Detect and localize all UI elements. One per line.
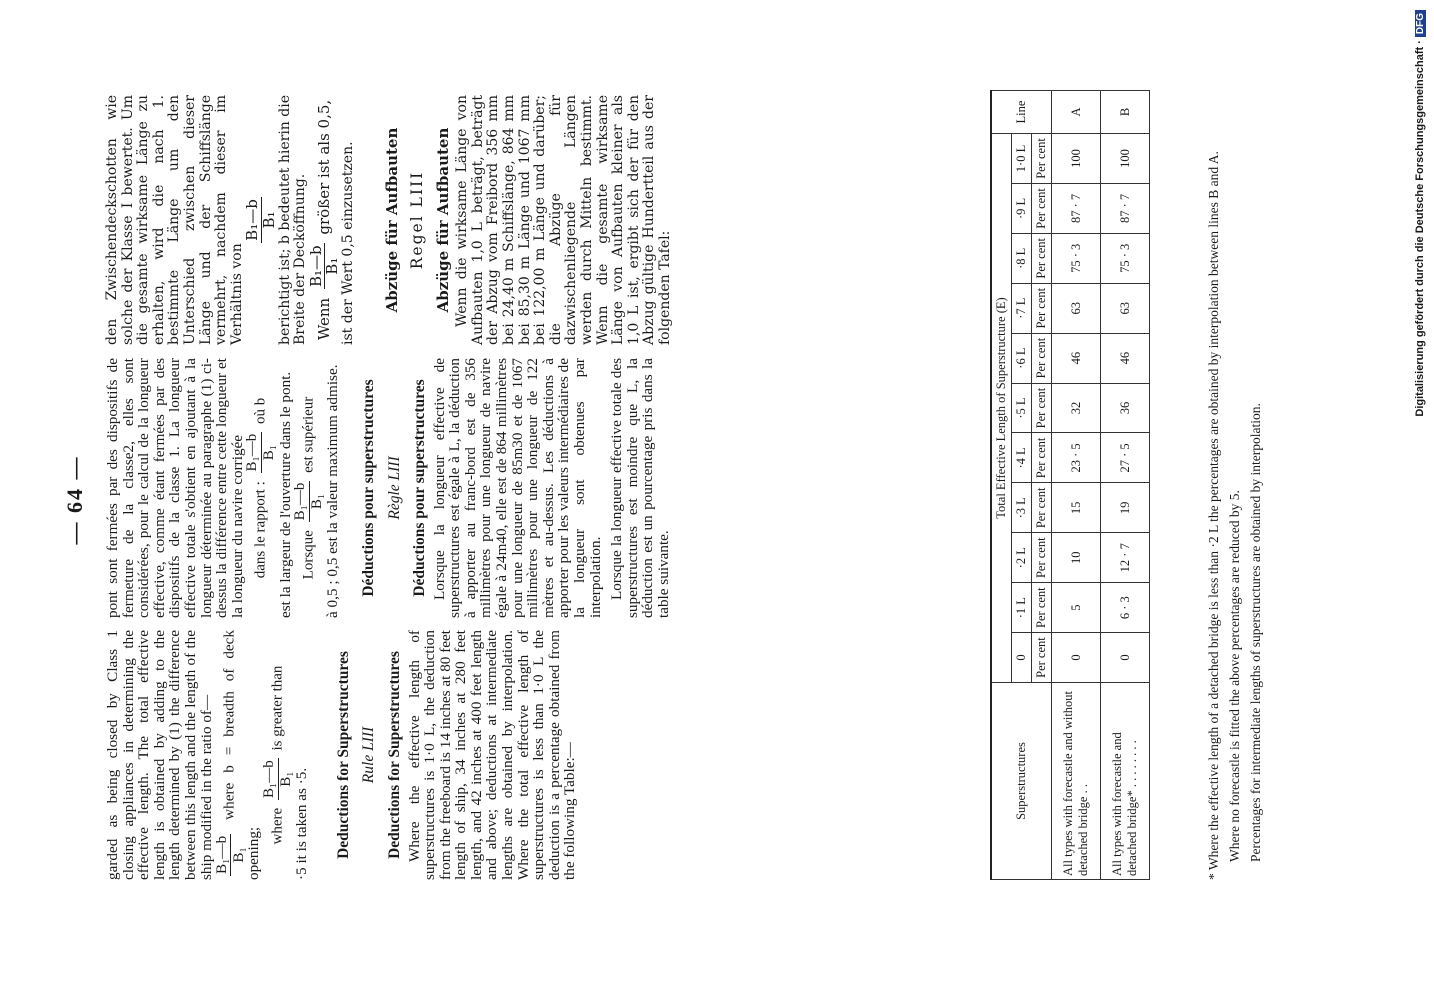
fraction-denominator: B₁ xyxy=(229,847,247,863)
fraction-numerator: B₁—b xyxy=(244,433,261,472)
where-post-text: is greater than xyxy=(269,665,286,755)
table-body xyxy=(1052,91,1150,880)
length-header: ·4 L xyxy=(1012,433,1032,483)
row-label: All types with forecastle and detached bridge* . . . . . . . . xyxy=(1101,683,1150,880)
table-cell: 75 · 3 xyxy=(1101,233,1150,283)
spacer xyxy=(377,358,387,618)
french-continuation: pont sont fermées par des dispositifs de fermeture de la classe2, elles sont considérées, pour le calcul de la longueur effective, comme étant fermées par des dispositifs de la classe 1. La longueur effective totale s'obtient en ajoutant à la longueur déterminée au paragraphe (1) ci-dessus la différence entre cette longueur et la longueur du navire corrigée xyxy=(104,358,246,618)
fraction-denominator: B₁ xyxy=(323,257,342,275)
table-cell: 46 xyxy=(1052,333,1101,383)
unit-header: Per cent xyxy=(1032,433,1052,483)
german-wenn-fraction xyxy=(306,243,342,289)
row-line: B xyxy=(1101,91,1150,134)
english-subheading: Deductions for Superstructures xyxy=(385,651,403,859)
spacer xyxy=(310,630,336,880)
german-ratio-fraction xyxy=(245,197,277,243)
footnote-3: Percentages for intermediate lengths of superstructures are obtained by interpolation. xyxy=(1248,403,1263,862)
german-continuation: den Zwischendeckschotten wie solche der Klasse I bewertet. Um die gesamte wirksame Länge zu erhalten, wird die nach 1. bestimmte Länge um den Unterschied zwischen dieser Länge und der Schiffslänge vermehrt, nachdem dieser im Verhältnis von xyxy=(104,95,245,345)
lorsque-post-text: est supérieur xyxy=(300,396,317,477)
fraction-numerator: B₁—b xyxy=(243,199,262,241)
table-cell: 10 xyxy=(1052,533,1101,583)
unit-header: Per cent xyxy=(1032,383,1052,433)
french-valeur: à 0,5 ; 0,5 est la valeur maximum admise. xyxy=(324,364,342,618)
group-header: Total Effective Length of Superstructure (E) xyxy=(991,134,1012,683)
table-cell: 23 · 5 xyxy=(1052,433,1101,483)
english-heading: Deductions for Superstructures xyxy=(334,651,352,859)
length-header: ·7 L xyxy=(1012,283,1032,333)
english-continuation: garded as being closed by Class 1 closing appliances in determining the effective length. The total effective length is obtained by adding to the length determined by (1) the difference between this length and the length of the ship modified in the ratio of— xyxy=(104,630,215,880)
unit-header: Per cent xyxy=(1032,633,1052,683)
table-cell: 12 · 7 xyxy=(1101,533,1150,583)
spacer xyxy=(341,358,361,618)
french-subheading: Déductions pour superstructures xyxy=(411,379,429,597)
table-cell: 19 xyxy=(1101,483,1150,533)
french-rule: Règle LIII xyxy=(385,456,403,520)
wenn-post-text: größer ist als 0,5, xyxy=(314,99,333,240)
unit-header: Per cent xyxy=(1032,134,1052,184)
german-column xyxy=(105,95,674,345)
length-header: 0 xyxy=(1012,633,1032,683)
table-cell: 0 xyxy=(1052,633,1101,683)
table-cell: 5 xyxy=(1052,583,1101,633)
spacer xyxy=(357,95,385,345)
german-ratio xyxy=(245,95,277,345)
fraction-numerator: B₁—b xyxy=(213,835,231,874)
english-ratio-text: where b = breadth of deck opening; xyxy=(220,630,263,880)
length-header: 1·0 L xyxy=(1012,134,1032,184)
page-number: — 64 — xyxy=(62,455,87,545)
french-heading: Déductions pour superstructures xyxy=(359,379,377,597)
french-ratio xyxy=(245,358,277,618)
table-cell: 6 · 3 xyxy=(1101,583,1150,633)
superstructure-table xyxy=(990,90,1150,880)
german-wenn xyxy=(306,95,342,345)
lorsque-text: Lorsque xyxy=(300,526,317,580)
unit-header: Per cent xyxy=(1032,583,1052,633)
unit-header: Per cent xyxy=(1032,483,1052,533)
unit-header: Per cent xyxy=(1032,233,1052,283)
table-cell: 100 xyxy=(1101,134,1150,184)
table-cell: 87 · 7 xyxy=(1101,183,1150,233)
english-taken: ·5 it is taken as ·5. xyxy=(293,767,311,880)
unit-header: Per cent xyxy=(1032,283,1052,333)
footnote-1: * Where the effective length of a detached bridge is less than ·2 L the percentages are obtained by interpolation between lines B and A. xyxy=(1206,151,1221,880)
length-header: ·9 L xyxy=(1012,183,1032,233)
watermark-text: Digitalisierung gefördert durch die Deutsche Forschungsgemeinschaft · xyxy=(1414,40,1426,417)
german-berichtigt: berichtigt ist; b bedeutet hierin die Breite der Decköffnung. xyxy=(276,95,309,345)
footnote-2: Where no forecastle is fitted the above percentages are reduced by 5. xyxy=(1227,490,1242,862)
french-column xyxy=(105,358,672,618)
french-largeur: est la largeur de l'ouverture dans le pont. xyxy=(276,371,294,618)
unit-header: Per cent xyxy=(1032,183,1052,233)
unit-header: Per cent xyxy=(1032,533,1052,583)
german-body: Wenn die wirksame Länge von Aufbauten 1,0 L beträgt, beträgt der Abzug vom Freibord 356 mm bei 24,40 m Schiffslänge, 864 mm bei 85,30 m Länge und 1067 mm bei 122,00 m Länge und darüber; die Abzüge für dazwischenliegende Längen werden durch Mitteln bestimmt. Wenn die gesamte wirksame Länge von Aufbauten kleiner als 1,0 L ist, ergibt sich der für den Abzug gültige Hundertteil aus der folgenden Tafel: xyxy=(454,95,673,345)
footnotes xyxy=(1205,80,1264,880)
german-rule: Regel LIII xyxy=(408,170,427,270)
table-cell: 75 · 3 xyxy=(1052,233,1101,283)
english-ratio-fraction xyxy=(214,834,246,876)
german-subheading: Abzüge für Aufbauten xyxy=(433,127,452,313)
table-cell: 63 xyxy=(1101,283,1150,333)
english-column xyxy=(105,630,578,880)
english-rule: Rule LIII xyxy=(360,726,378,784)
fraction-denominator: B₁ xyxy=(260,444,277,461)
dfg-logo-icon: DFG xyxy=(1415,10,1426,37)
french-ratio-fraction xyxy=(245,432,277,474)
table-cell: 87 · 7 xyxy=(1052,183,1101,233)
fraction-numerator: B₁—b xyxy=(306,245,325,287)
dfg-watermark xyxy=(1414,10,1430,990)
german-heading: Abzüge für Aufbauten xyxy=(382,127,401,313)
english-body: Where the effective length of superstructures is 1·0 L, the deduction from the freeboard is 14 inches at 80 feet length of ship, 34 inches at 280 feet length, and 42 inches at 400 feet length and above; deductions at intermediate lengths are obtained by interpolation. Where the total effective length of superstructures is less than 1·0 L the deduction is a percentage obtained from the following Table:— xyxy=(405,630,579,880)
table-cell: 63 xyxy=(1052,283,1101,333)
ratio-pre-text: dans le rapport : xyxy=(252,477,269,579)
length-header: ·6 L xyxy=(1012,333,1032,383)
table-row xyxy=(1052,91,1101,880)
table-cell: 0 xyxy=(1101,633,1150,683)
english-where xyxy=(262,630,294,880)
unit-header: Per cent xyxy=(1032,333,1052,383)
french-lorsque-fraction xyxy=(293,481,325,523)
length-header: ·5 L xyxy=(1012,383,1032,433)
length-header: ·8 L xyxy=(1012,233,1032,283)
french-body-1: Lorsque la longueur effective de superstructures est égale à L, la déduction à apporter au franc-bord est de 356 millimètres pour une longueur de navire égale à 24m40, elle est de 864 millimètres pour une longueur de 85m30 et de 1067 millimètres pour une longueur de 122 mètres et au-dessus. Les déductions à apporter pour les valeurs intermédiaires de la longueur sont obtenues par interpolation. xyxy=(430,358,604,618)
row-label: All types with forecastle and without detached bridge . . xyxy=(1052,683,1101,880)
english-ratio xyxy=(214,630,262,880)
table-row xyxy=(1101,91,1150,880)
length-header: ·3 L xyxy=(1012,483,1032,533)
german-einzusetzen: ist der Wert 0,5 einzusetzen. xyxy=(339,141,356,345)
dfg-watermark-text xyxy=(1414,10,1430,990)
table-cell: 100 xyxy=(1052,134,1101,184)
where-text: where xyxy=(269,804,286,845)
table-cell: 36 xyxy=(1101,383,1150,433)
length-header: ·1 L xyxy=(1012,583,1032,633)
fraction-numerator: B₁—b xyxy=(260,760,277,799)
table-cell: 46 xyxy=(1101,333,1150,383)
row-line: A xyxy=(1052,91,1101,134)
ratio-post-text: où b xyxy=(252,397,269,428)
length-header: ·2 L xyxy=(1012,533,1032,583)
fraction-denominator: B₁ xyxy=(277,771,294,787)
superstructure-table-wrap xyxy=(990,90,1150,880)
col-line: Line xyxy=(991,91,1052,134)
table-cell: 15 xyxy=(1052,483,1101,533)
table-cell: 27 · 5 xyxy=(1101,433,1150,483)
fraction-denominator: B₁ xyxy=(259,211,278,229)
table-cell: 32 xyxy=(1052,383,1101,433)
english-where-fraction xyxy=(262,758,294,800)
wenn-text: Wenn xyxy=(314,293,333,341)
fraction-denominator: B₁ xyxy=(308,493,325,510)
col-superstructures: Superstructures xyxy=(991,683,1052,880)
french-body-2: Lorsque la longueur effective totale des superstructures est moindre que L, la déduction est un pourcentage pris dans la table suivante. xyxy=(608,358,672,618)
french-lorsque xyxy=(293,358,325,618)
fraction-numerator: B₁—b xyxy=(292,482,309,521)
